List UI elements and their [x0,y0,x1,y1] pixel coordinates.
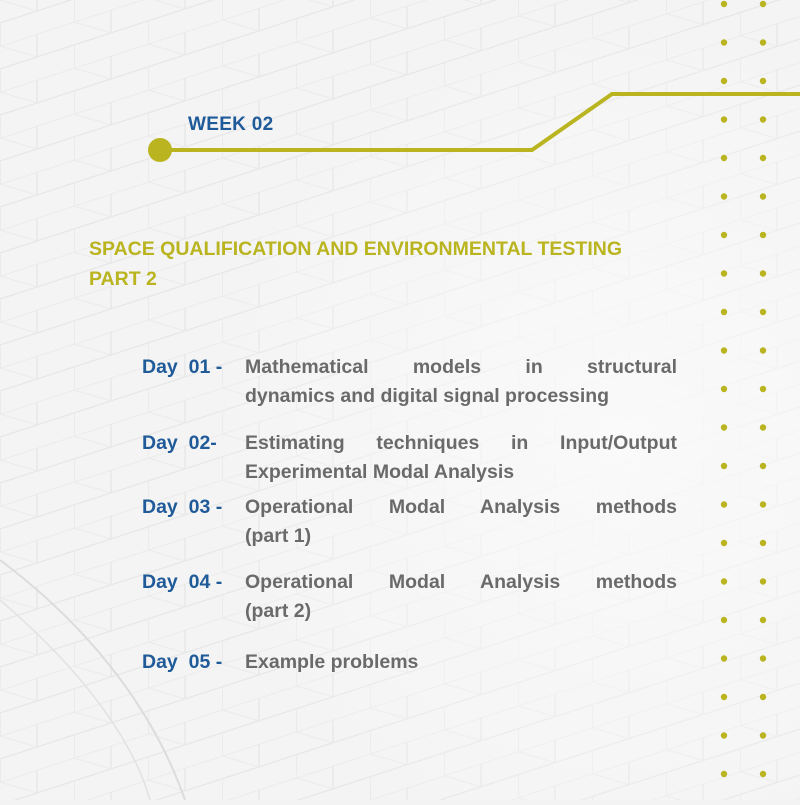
day-description-line: Operational Modal Analysis methods [245,571,677,593]
course-title-line-2: PART 2 [89,268,157,290]
grid-dot [760,155,766,161]
grid-dot [721,155,727,161]
grid-dot [721,501,727,507]
day-label: Day 05 - [142,651,223,673]
day-label: Day 03 - [142,496,223,518]
grid-dot [721,617,727,623]
grid-dot [760,424,766,430]
day-label: Day 04 - [142,571,223,593]
day-description-line: Operational Modal Analysis methods [245,496,677,518]
day-description-line: (part 1) [245,525,312,547]
course-title-line-1: SPACE QUALIFICATION AND ENVIRONMENTAL TESTING [89,238,623,260]
day-description [245,353,677,411]
day-description [245,648,677,677]
day-description-line: dynamics and digital signal processing [245,385,610,407]
grid-dot [760,116,766,122]
grid-dot [721,578,727,584]
grid-dot [721,309,727,315]
grid-dot [721,386,727,392]
grid-dot [721,424,727,430]
grid-dot [760,617,766,623]
grid-dot [760,540,766,546]
grid-dot [760,39,766,45]
grid-dot [760,732,766,738]
day-description [245,493,677,551]
grid-dot [760,463,766,469]
grid-dot [721,347,727,353]
day-label: Day 02- [142,432,217,454]
day-description-line: Example problems [245,651,419,673]
grid-dot [721,1,727,7]
grid-dot [760,501,766,507]
day-label: Day 01 - [142,356,223,378]
grid-dot [760,347,766,353]
grid-dot [760,270,766,276]
grid-dot [721,39,727,45]
grid-dot [760,78,766,84]
day-description-line: Estimating techniques in Input/Output [245,432,677,454]
grid-dot [721,694,727,700]
grid-dot [760,578,766,584]
grid-dot [760,309,766,315]
grid-dot [760,232,766,238]
grid-dot [721,270,727,276]
grid-dot [760,655,766,661]
grid-dot [760,694,766,700]
day-description [245,429,677,487]
grid-dot [760,771,766,777]
day-description-line: (part 2) [245,600,312,622]
grid-dot [721,463,727,469]
course-title [89,234,709,294]
grid-dot [721,732,727,738]
week-label: WEEK 02 [188,114,274,135]
grid-dot [721,232,727,238]
grid-dot [760,386,766,392]
grid-dot [721,78,727,84]
grid-dot [760,193,766,199]
grid-dot [760,1,766,7]
grid-dot [721,116,727,122]
day-description-line: Mathematical models in structural [245,356,677,378]
day-description-line: Experimental Modal Analysis [245,461,515,483]
grid-dot [721,655,727,661]
day-description [245,568,677,626]
grid-dot [721,540,727,546]
grid-dot [721,771,727,777]
grid-dot [721,193,727,199]
